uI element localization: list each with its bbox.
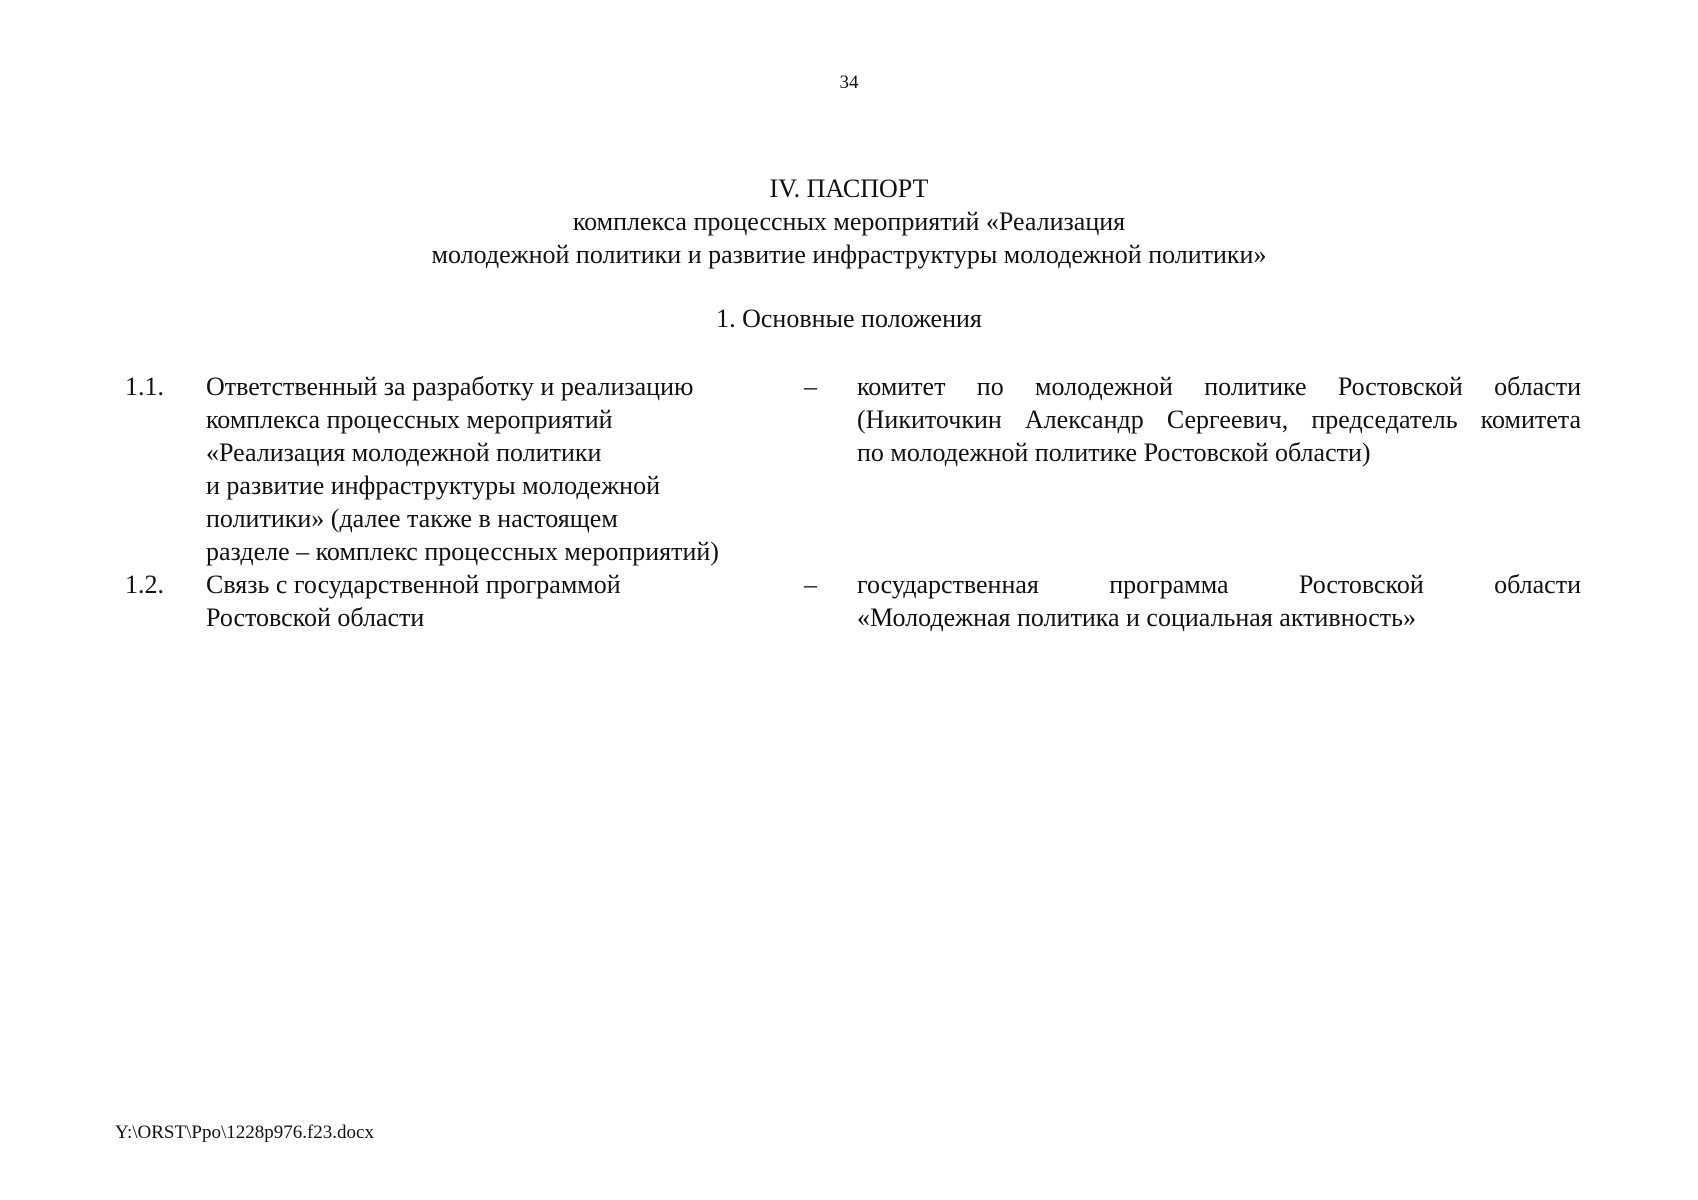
file-path-footer: Y:\ORST\Ppo\1228p976.f23.docx <box>115 1122 374 1143</box>
passport-title <box>0 172 1698 271</box>
row-dash: – <box>804 570 817 599</box>
section-heading: 1. Основные положения <box>716 304 982 333</box>
row-label: Ответственный за разработку и реализацию комплекса процессных мероприятий «Реализация молодежной политики и развитие инфраструктуры молодежной политики» (далее также в настоящем разделе – комплекс процессных мероприятий) <box>206 372 719 566</box>
row-value-line: комитет по молодежной политике Ростовской области <box>857 372 1581 401</box>
page-number: 34 <box>839 72 859 93</box>
row-value <box>857 370 1581 469</box>
provision-row <box>0 370 1698 568</box>
title-line-2: комплекса процессных мероприятий «Реализация <box>572 207 1126 236</box>
row-label: Связь с государственной программой Ростовской области <box>206 570 621 632</box>
row-number: 1.2. <box>125 570 164 599</box>
row-value-line: «Молодежная политика и социальная активность» <box>857 603 1417 632</box>
row-value-line: (Никиточкин Александр Сергеевич, председатель комитета <box>857 405 1581 434</box>
row-value-line: государственная программа Ростовской области <box>857 570 1581 599</box>
row-value <box>857 568 1581 634</box>
title-line-3: молодежной политики и развитие инфраструктуры молодежной политики» <box>431 240 1267 269</box>
provision-row <box>0 568 1698 634</box>
provisions-list <box>0 370 1698 634</box>
row-value-line: по молодежной политике Ростовской области) <box>857 438 1371 467</box>
title-line-1: IV. ПАСПОРТ <box>769 174 929 203</box>
row-number: 1.1. <box>125 372 164 401</box>
row-dash: – <box>804 372 817 401</box>
